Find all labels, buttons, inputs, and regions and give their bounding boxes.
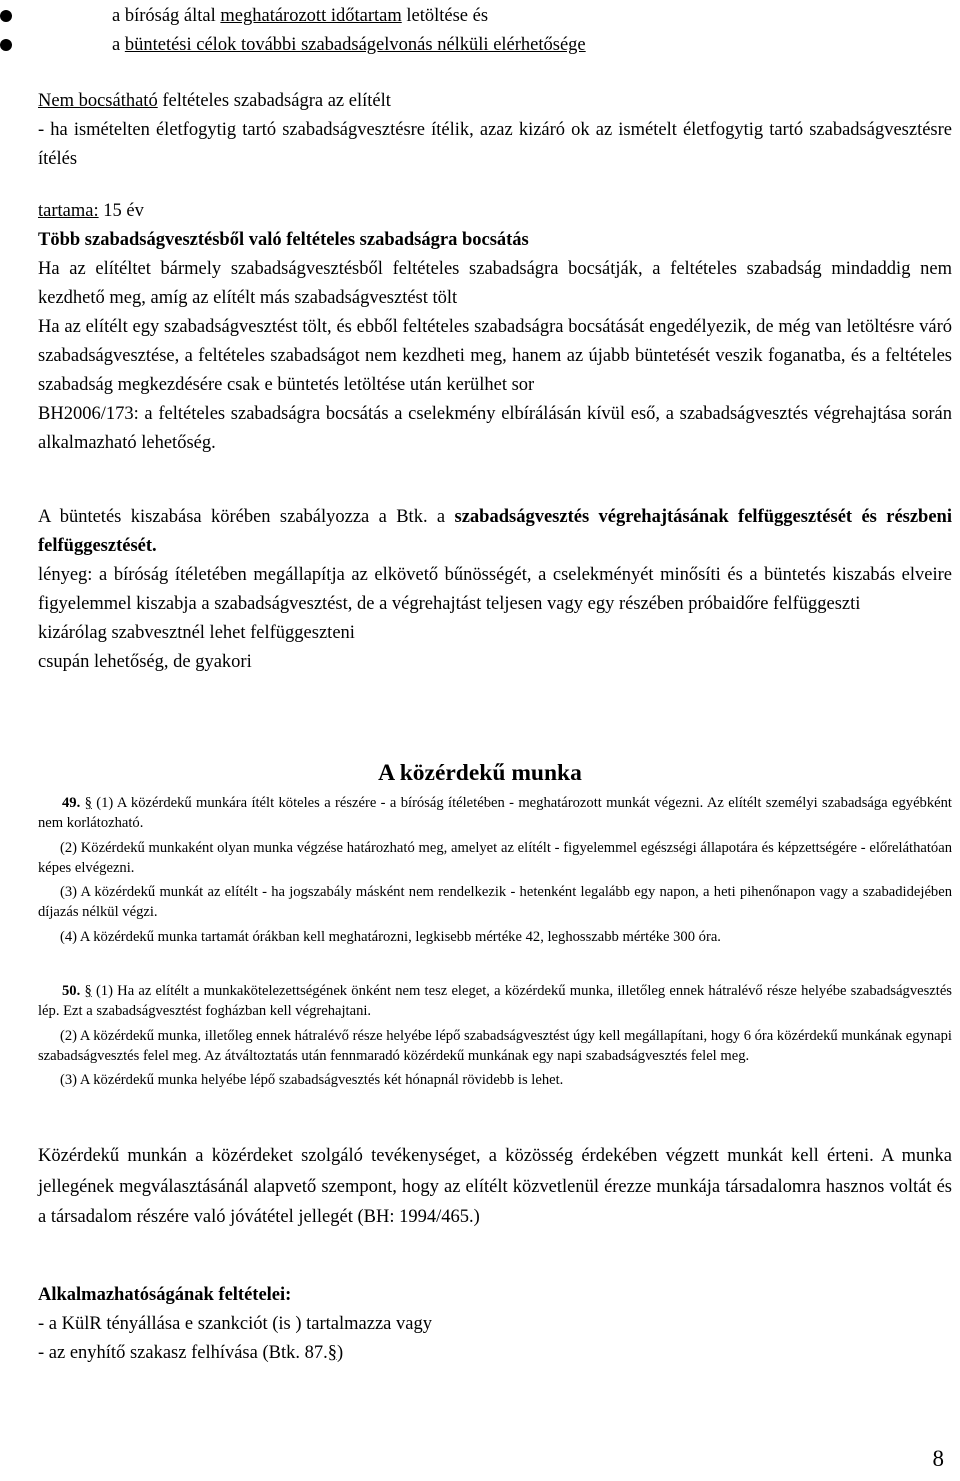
paragraph: kizárólag szabvesztnél lehet felfüggeszteni: [38, 623, 355, 643]
multi-sentence-section: [38, 226, 952, 458]
nonparole-section: [38, 87, 952, 174]
law-section-50: [38, 981, 952, 1090]
law-section-49: [38, 793, 952, 947]
bullet-icon: [0, 39, 12, 51]
page-number: 8: [932, 1446, 944, 1471]
law-paragraph: (3) A közérdekű munka helyébe lépő szabadságvesztés két hónapnál rövidebb is lehet.: [60, 1072, 564, 1089]
paragraph: Ha az elítélt egy szabadságvesztést tölt, és ebből feltételes szabadságra bocsátását engedélyezik, de még van letöltésre váró szabadságvesztése, a feltételes szabadságot nem kezdheti meg, hanem az újabb büntetését veszik foganatba, és a feltételes szabadság megkezdésére csak e büntetés letöltése után kerülhet sor: [38, 317, 952, 395]
list-item: - az enyhítő szakasz felhívása (Btk. 87.§): [38, 1343, 344, 1363]
law-paragraph: 50. § (1) Ha az elítélt a munkakötelezettségének önként nem tesz eleget, a közérdekű munka, illetőleg ennek hátralévő része helyébe szabadságvesztés lép. Ezt a szabadságvesztést fogházban kell végrehajtani.: [38, 983, 952, 1020]
paragraph: lényeg: a bíróság ítéletében megállapítja az elkövető bűnösségét, a cselekményét minősíti és a büntetés kiszabás elveire figyelemmel kiszabja a szabadságvesztést, de a végrehajtást teljesen vagy egy részében próbaidőre felfüggeszti: [38, 565, 952, 614]
paragraph: BH2006/173: a feltételes szabadságra bocsátás a cselekmény elbírálásán kívül eső, a szabadságvesztés végrehajtása során alkalmazható lehetőség.: [38, 404, 952, 453]
law-paragraph: 49. § (1) A közérdekű munkára ítélt köteles a részére - a bíróság ítéletében - meghatározott munkát végezni. Az elítélt személyi szabadsága egyébként nem korlátozható.: [38, 795, 952, 832]
law-paragraph: (3) A közérdekű munkát az elítélt - ha jogszabály másként nem rendelkezik - hetenként legalább egy napon, a heti pihenőnapon vagy a szabadidejében díjazás nélkül végzi.: [38, 884, 952, 921]
law-paragraph: (4) A közérdekű munka tartamát órákban kell meghatározni, legkisebb mértéke 42, leghosszabb mértéke 300 óra.: [60, 928, 721, 945]
suspension-section: [38, 503, 952, 677]
paragraph: A büntetés kiszabása körében szabályozza a Btk. a szabadságvesztés végrehajtásának felfüggesztését és részbeni felfüggesztését.: [38, 507, 952, 556]
section-title: Több szabadságvesztésből való feltételes szabadságra bocsátás: [38, 230, 529, 250]
list-item: - a KülR tényállása e szankciót (is ) tartalmazza vagy: [38, 1314, 432, 1334]
section-title: Alkalmazhatóságának feltételei:: [38, 1285, 292, 1305]
conditions-section: [38, 1281, 952, 1368]
bullet-text: a bíróság által meghatározott időtartam letöltése és: [112, 6, 489, 26]
nonparole-condition: - ha ismételten életfogytig tartó szabadságvesztésre ítélik, azaz kizáró ok az ismételt életfogytig tartó szabadságvesztésre ítélés: [38, 120, 952, 169]
law-paragraph: (2) A közérdekű munka, illetőleg ennek hátralévő része helyébe lépő szabadságvesztést úgy kell megállapítani, hogy 6 óra közérdekű munkának egynapi szabadságvesztés felel meg. Az átváltoztatás után fennmaradó közérdekű munkának egy napi szabadságvesztés felel meg.: [38, 1027, 952, 1064]
paragraph: csupán lehetőség, de gyakori: [38, 652, 252, 672]
paragraph: Ha az elítéltet bármely szabadságvesztésből feltételes szabadságra bocsátják, a feltételes szabadság mindaddig nem kezdhető meg, amíg az elítélt más szabadságvesztést tölt: [38, 259, 952, 308]
duration-line: tartama: 15 év: [38, 201, 144, 221]
commentary-paragraph: Közérdekű munkán a közérdeket szolgáló tevékenységet, a közösség érdekében végzett munkát kell érteni. A munka jellegének megválasztásánál alapvető szempont, hogy az elítélt közvetlenül érezze munkája társadalomra hasznos voltát és a társadalom részére való jóvátétel jellegét (BH: 1994/465.): [38, 1146, 952, 1227]
page-heading: A közérdekű munka: [378, 760, 582, 786]
nonparole-line: Nem bocsátható feltételes szabadságra az elítélt: [38, 91, 391, 111]
bullet-text: a büntetési célok további szabadságelvonás nélküli elérhetősége: [112, 35, 586, 55]
bullet-icon: [0, 10, 12, 22]
law-paragraph: (2) Közérdekű munkaként olyan munka végzése határozható meg, amelyet az elítélt - figyelemmel egészségi állapotára és képzettségére - előreláthatóan képes elvégezni.: [38, 839, 952, 876]
